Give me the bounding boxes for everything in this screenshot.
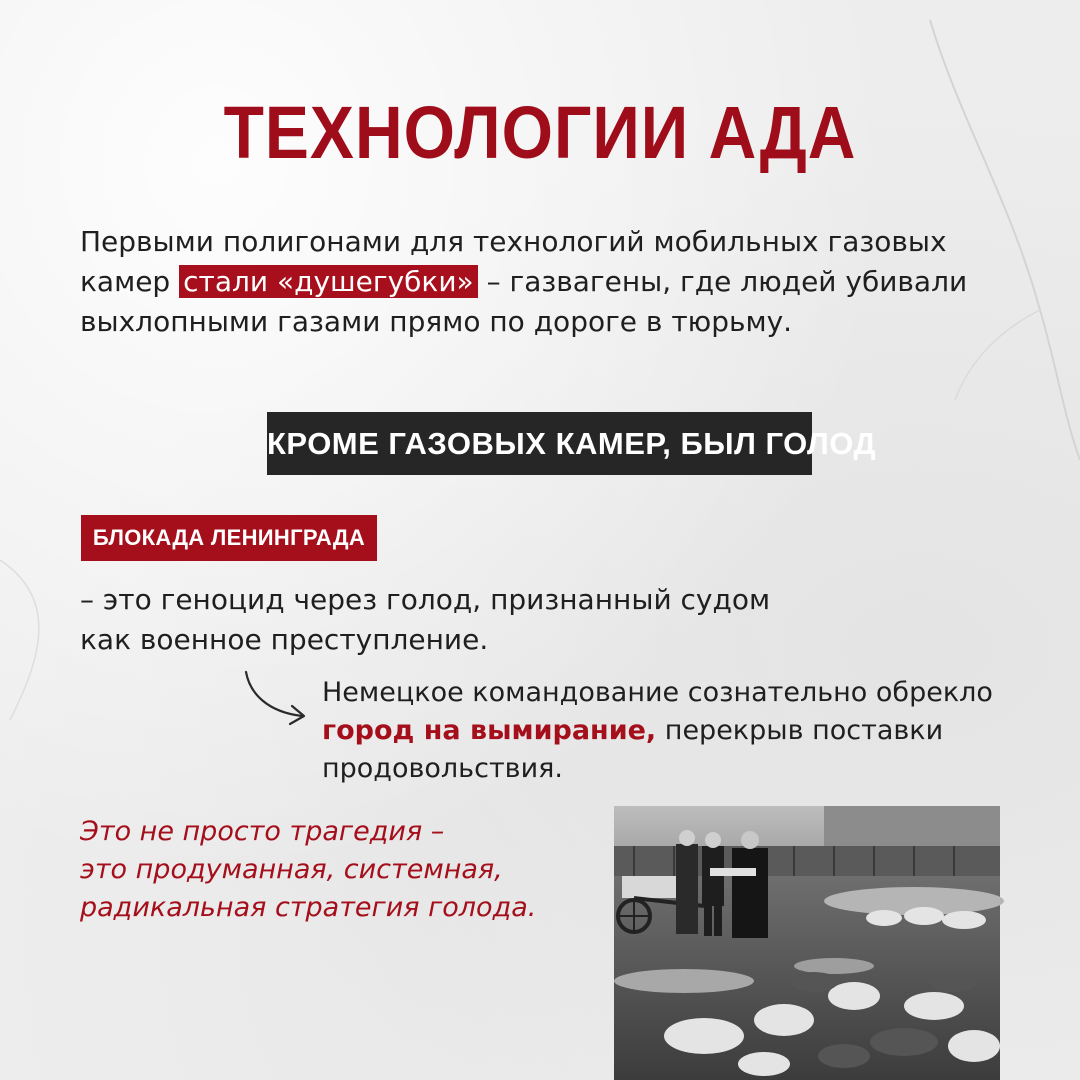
quote-line-1: Это не просто трагедия – — [80, 816, 445, 847]
note-paragraph — [322, 674, 1022, 788]
historical-photo — [614, 806, 1000, 1080]
section-banner: КРОМЕ ГАЗОВЫХ КАМЕР, БЫЛ ГОЛОД — [267, 412, 812, 475]
intro-paragraph — [80, 222, 980, 342]
note-text-after: перекрыв поставки продовольствия. — [322, 715, 944, 784]
page-title: ТЕХНОЛОГИИ АДА — [223, 90, 857, 174]
quote-line-2: это продуманная, системная, — [80, 854, 503, 885]
note-highlight: город на вымирание, — [322, 715, 657, 746]
definition-text: – это геноцид через голод, признанный судом как военное преступление. — [80, 583, 771, 656]
note-text-before: Немецкое командование сознательно обрекло — [322, 677, 993, 708]
curved-arrow-icon — [240, 668, 320, 730]
section-tag: БЛОКАДА ЛЕНИНГРАДА — [81, 515, 377, 561]
intro-text-before: Первыми полигонами для технологий мобильных газовых камер — [80, 225, 947, 298]
quote-line-3: радикальная стратегия голода. — [80, 892, 537, 923]
quote-block — [80, 813, 600, 927]
intro-highlight: стали «душегубки» — [179, 265, 478, 298]
intro-text-after: – газвагены, где людей убивали выхлопными газами прямо по дороге в тюрьму. — [80, 265, 968, 338]
